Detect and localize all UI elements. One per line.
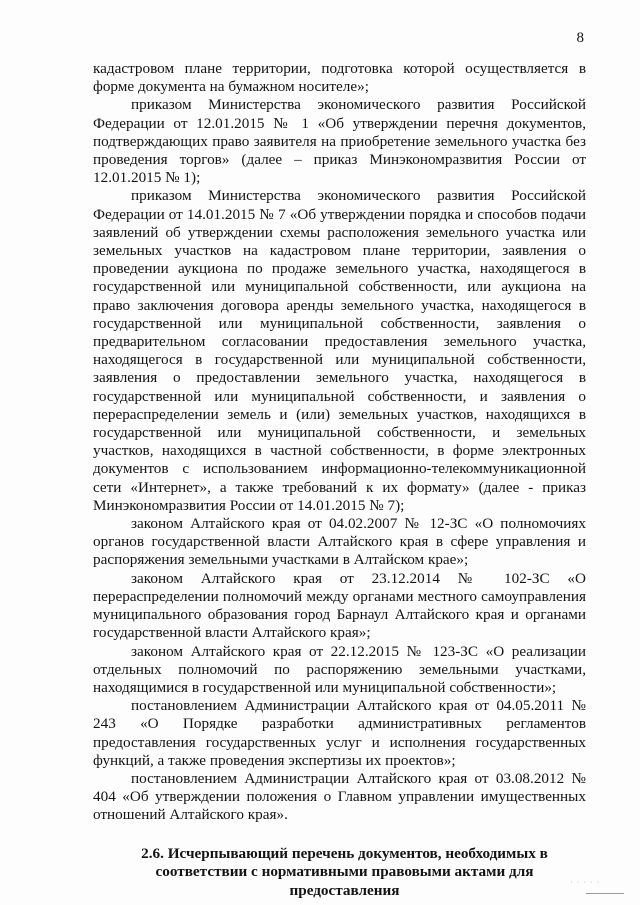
paragraph: законом Алтайского края от 23.12.2014 № 102-ЗС «О перераспределении полномочий между органами местного самоуправления муниципального образования город Барнаул Алтайского края и органами государственной власти Алтайского края»; <box>93 569 586 642</box>
paragraph: законом Алтайского края от 04.02.2007 № 12-ЗС «О полномочиях органов государственной власти Алтайского края в сфере управления и распоряжения земельными участками в Алтайском крае»; <box>93 515 586 569</box>
scan-artifact: · · · · · <box>570 878 601 887</box>
section-heading: 2.6. Исчерпывающий перечень документов, необходимых в соответствии с нормативными правовыми актами для предоставления <box>141 844 548 899</box>
scan-artifact-line <box>586 893 624 894</box>
paragraph: постановлением Администрации Алтайского края от 03.08.2012 № 404 «Об утверждении положения о Главном управлении имущественных отношений Алтайского края». <box>93 769 586 824</box>
paragraph: приказом Министерства экономического развития Российской Федерации от 14.01.2015 № 7 «Об утверждении порядка и способов подачи заявлений об утверждении схемы расположения земельного участка или земельных участков на кадастровом плане территории, заявления о проведении аукциона по продаже земельного участка, находящегося в государственной или муниципальной собственности, или аукциона на право заключения договора аренды земельного участка, находящегося в государственной или муниципальной собственности, заявления о предварительном согласовании предоставления земельного участка, находящегося в государственной или муниципальной собственности, заявления о предоставлении земельного участка, находящегося в государственной или муниципальной собственности, и заявления о перераспределении земель и (или) земельных участков, находящихся в государственной или муниципальной собственности, и земельных участков, находящихся в частной собственности, в форме электронных документов с использованием информационно-телекоммуникационной сети «Интернет», а также требований к их формату» (далее - приказ Минэкономразвития России от 14.01.2015 № 7); <box>93 187 586 514</box>
paragraph: приказом Министерства экономического развития Российской Федерации от 12.01.2015 № 1 «Об утверждении перечня документов, подтверждающих право заявителя на приобретение земельного участка без проведения торгов» (далее – приказ Минэкономразвития России от 12.01.2015 № 1); <box>93 96 586 187</box>
paragraph: законом Алтайского края от 22.12.2015 № 123-ЗС «О реализации отдельных полномочий по распоряжению земельными участками, находящимися в государственной или муниципальной собственности»; <box>93 642 586 696</box>
document-body <box>93 60 586 900</box>
page-number: 8 <box>576 30 584 46</box>
paragraph: кадастровом плане территории, подготовка которой осуществляется в форме документа на бумажном носителе»; <box>93 60 586 96</box>
paragraph: постановлением Администрации Алтайского края от 04.05.2011 № 243 «О Порядке разработки административных регламентов предоставления государственных услуг и исполнения государственных функций, а также проведения экспертизы их проектов»; <box>93 697 586 769</box>
